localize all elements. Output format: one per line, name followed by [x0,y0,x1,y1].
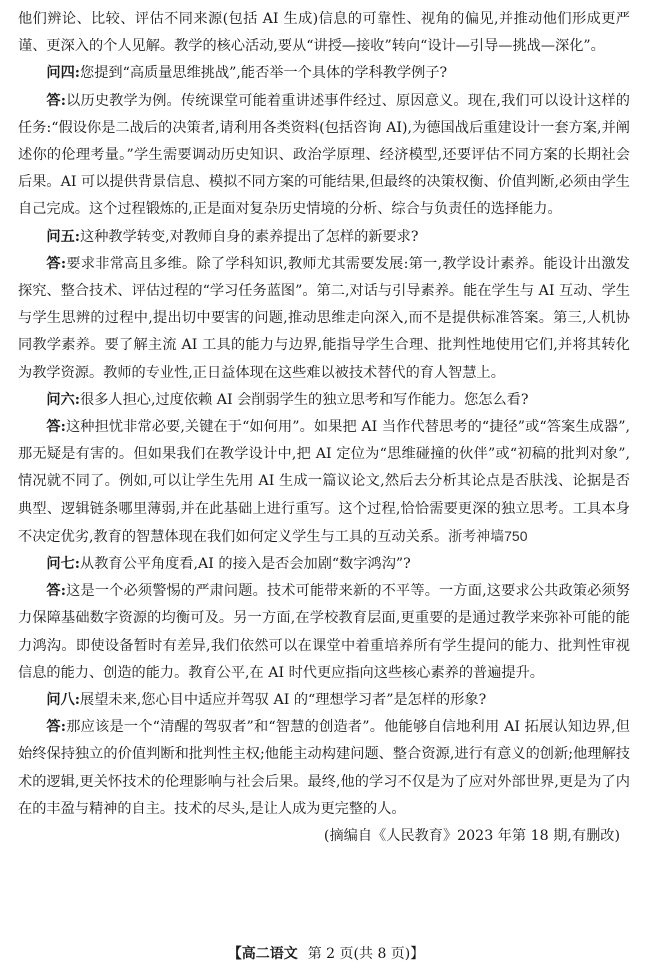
answer-text: 以历史教学为例。传统课堂可能着重讲述事件经过、原因意义。现在,我们可以设计这样的任务:“假设你是二战后的决策者,请利用各类资料(包括咨询 AI),为德国战后重建设计一套方案,并阐述你的伦理考量。”学生需要调动历史知识、政治学原理、经济模型,还要评估不同方案的长期社会后果。AI 可以提供背景信息、模拟不同方案的可能结果,但最终的决策权衡、价值判断,必须由学生自己完成。这个过程锻炼的,正是面对复杂历史情境的分析、综合与负责任的选择能力。 [18,92,630,218]
question-4 [18,60,630,87]
footer-subject: 【高二语文 [227,946,298,962]
answer-label: 答: [46,419,66,436]
answer-8 [18,714,630,823]
question-text: 展望未来,您心目中适应并驾驭 AI 的“理想学习者”是怎样的形象? [80,692,487,709]
question-label: 问六: [46,391,81,408]
question-5 [18,224,630,251]
source-note: (摘编自《人民教育》2023 年第 18 期,有删改) [323,828,620,845]
answer-label: 答: [46,719,67,736]
question-text: 您提到“高质量思维挑战”,能否举一个具体的学科教学例子? [80,65,448,82]
answer-text: 这是一个必须警惕的严肃问题。技术可能带来新的不平等。一方面,这要求公共政策必须努力保障基础数字资源的均衡可及。另一方面,在学校教育层面,更重要的是通过教学来弥补可能的能力鸿沟。即使设备暂时有差异,我们依然可以在课堂中着重培养所有学生提问的能力、批判性审视信息的能力、创造的能力。教育公平,在 AI 时代更应指向这些核心素养的普遍提升。 [18,583,630,681]
answer-5 [18,251,630,387]
answer-text: 那应该是一个“清醒的驾驭者”和“智慧的创造者”。他能够自信地利用 AI 拓展认知边界,但始终保持独立的价值判断和批判性主权;他能主动构建问题、整合资源,进行有意义的创新;他理解技术的逻辑,更关怀技术的伦理影响与社会后果。最终,他的学习不仅是为了应对外部世界,更是为了内在的丰盈与精神的自主。技术的尽头,是让人成为更完整的人。 [18,719,630,817]
document-page [18,6,630,850]
answer-text: 要求非常高且多维。除了学科知识,教师尤其需要发展:第一,教学设计素养。能设计出激发探究、整合技术、评估过程的“学习任务蓝图”。第二,对话与引导素养。能在学生与 AI 互动、学生与学生思辨的过程中,提出切中要害的问题,推动思维走向深入,而不是提供标准答案。第三,人机协同教学素养。要了解主流 AI 工具的能力与边界,能指导学生合理、批判性地使用它们,并将其转化为教学资源。教师的专业性,正日益体现在这些难以被技术替代的育人智慧上。 [18,255,630,381]
question-text: 这种教学转变,对教师自身的素养提出了怎样的新要求? [80,228,419,245]
footer-page-info: 第 2 页(共 8 页)】 [307,946,425,962]
answer-label: 答: [46,255,67,272]
answer-7 [18,578,630,687]
answer-text: 这种担忧非常必要,关键在于“如何用”。如果把 AI 当作代替思考的“捷径”或“答案生成器”,那无疑是有害的。但如果我们在教学设计中,把 AI 定位为“思维碰撞的伙伴”或“初稿的批判对象”,情况就不同了。例如,可以让学生先用 AI 生成一篇议论文,然后去分析其论点是否肤浅、论据是否典型、逻辑链条哪里薄弱,并在此基础上进行重写。这个过程,恰恰需要更深的独立思考。工具本身不决定优劣,教育的智慧体现在我们如何定义学生与工具的互动关系。 [18,419,630,545]
answer-6 [18,414,630,551]
question-label: 问七: [46,556,81,573]
answer-label: 答: [46,583,66,600]
question-text: 从教育公平角度看,AI 的接入是否会加剧“数字鸿沟”? [80,556,411,573]
page-footer [0,943,652,963]
lead-paragraph: 他们辨论、比较、评估不同来源(包括 AI 生成)信息的可靠性、视角的偏见,并推动他们形成更严谨、更深入的个人见解。教学的核心活动,要从“讲授—接收”转向“设计—引导—挑战—深化”。 [18,11,630,55]
answer-4 [18,88,630,224]
question-label: 问五: [46,228,81,245]
question-label: 问四: [46,65,81,82]
answer-label: 答: [46,92,66,109]
question-8 [18,687,630,714]
question-text: 很多人担心,过度依赖 AI 会削弱学生的独立思考和写作能力。您怎么看? [80,391,529,408]
question-6 [18,387,630,414]
inline-watermark: 浙考神墙750 [448,527,528,544]
question-7 [18,551,630,578]
question-label: 问八: [46,692,81,709]
